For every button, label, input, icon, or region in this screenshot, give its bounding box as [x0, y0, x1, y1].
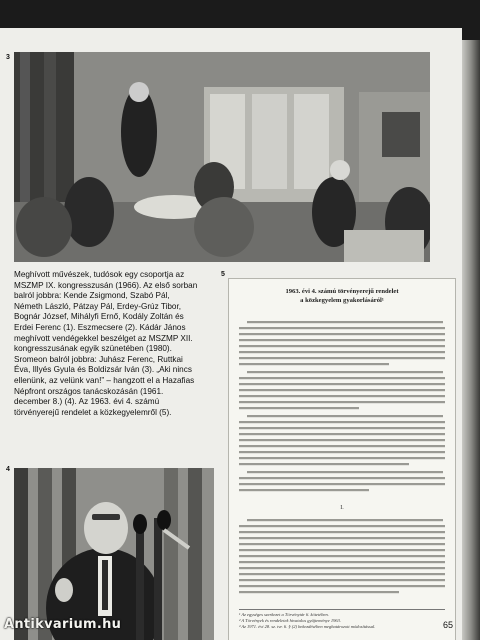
caption-line: balról jobbra: Kende Zsigmond, Szabó Pál,	[14, 291, 170, 301]
document-footnote: ¹ Az egységes szerkezet a Törvénytár 6. kötetében.	[239, 612, 329, 617]
document-title-line: 1963. évi 4. számú törvényerejű rendelet	[285, 288, 399, 295]
photo-speaker-microphones-image	[14, 468, 214, 640]
caption-line: ellenünk, az velünk van!” – hangzott el a Hazafias	[14, 375, 195, 385]
caption-line: törvényerejű rendelet a közkegyelemről (5).	[14, 407, 172, 417]
photo-number-right: 5	[221, 271, 225, 278]
photo-congress-delegates-image	[14, 52, 430, 262]
document-body-illegible	[239, 321, 445, 604]
caption-line: MSZMP IX. kongresszusán (1966). Az első sorban	[14, 280, 198, 290]
caption-line: Németh László, Pátzay Pál, Erdey-Grúz Tibor,	[14, 301, 182, 311]
caption-line: Bognár József, Mihályfi Ernő, Kodály Zoltán és	[14, 312, 184, 322]
legal-document-reproduction	[228, 278, 456, 640]
caption-line: meghívott vendégekkel beszélget az MSZMP XII.	[14, 333, 193, 343]
photo-speaker-microphones	[14, 468, 214, 640]
photo-congress-delegates	[14, 52, 430, 262]
caption-line: Erdei Ferenc (1). Eszmecsere (2). Kádár János	[14, 322, 186, 332]
watermark-text: Antikvarium.hu	[4, 617, 122, 632]
photo-number-top: 3	[6, 54, 10, 61]
illegible-text-lines	[239, 321, 445, 601]
document-title	[229, 287, 455, 305]
document-footnotes	[239, 609, 445, 629]
caption-line: Meghívott művészek, tudósok egy csoportja az	[14, 270, 185, 279]
caption-line: Éva, Illyés Gyula és Boldizsár Iván (3). „Aki nincs	[14, 365, 192, 375]
book-spine-edge	[462, 40, 480, 640]
document-footnote: ³ Az 1971. évi 28. sz. tvr. 6. § (2) bekezdésében meghatározott módosítással.	[239, 623, 376, 629]
page-number: 65	[443, 620, 454, 630]
photo-caption	[14, 270, 221, 418]
document-footnote: ² A Törvények és rendeletek hivatalos gyűjteménye 1963.	[239, 617, 341, 623]
caption-line: Sromeon balról jobbra: Juhász Ferenc, Ruttkai	[14, 354, 183, 364]
caption-line: kongresszusának egyik szünetében (1980).	[14, 344, 172, 354]
document-title-line: a közkegyelem gyakorlásáról¹	[300, 297, 384, 304]
document-section-mark: I.	[340, 505, 344, 511]
caption-line: Népfront országos tanácskozásán (1961.	[14, 386, 164, 396]
caption-line: december 8.) (4). Az 1963. évi 4. számú	[14, 397, 160, 407]
book-page	[0, 28, 462, 640]
photo-number-bottom: 4	[6, 466, 10, 473]
